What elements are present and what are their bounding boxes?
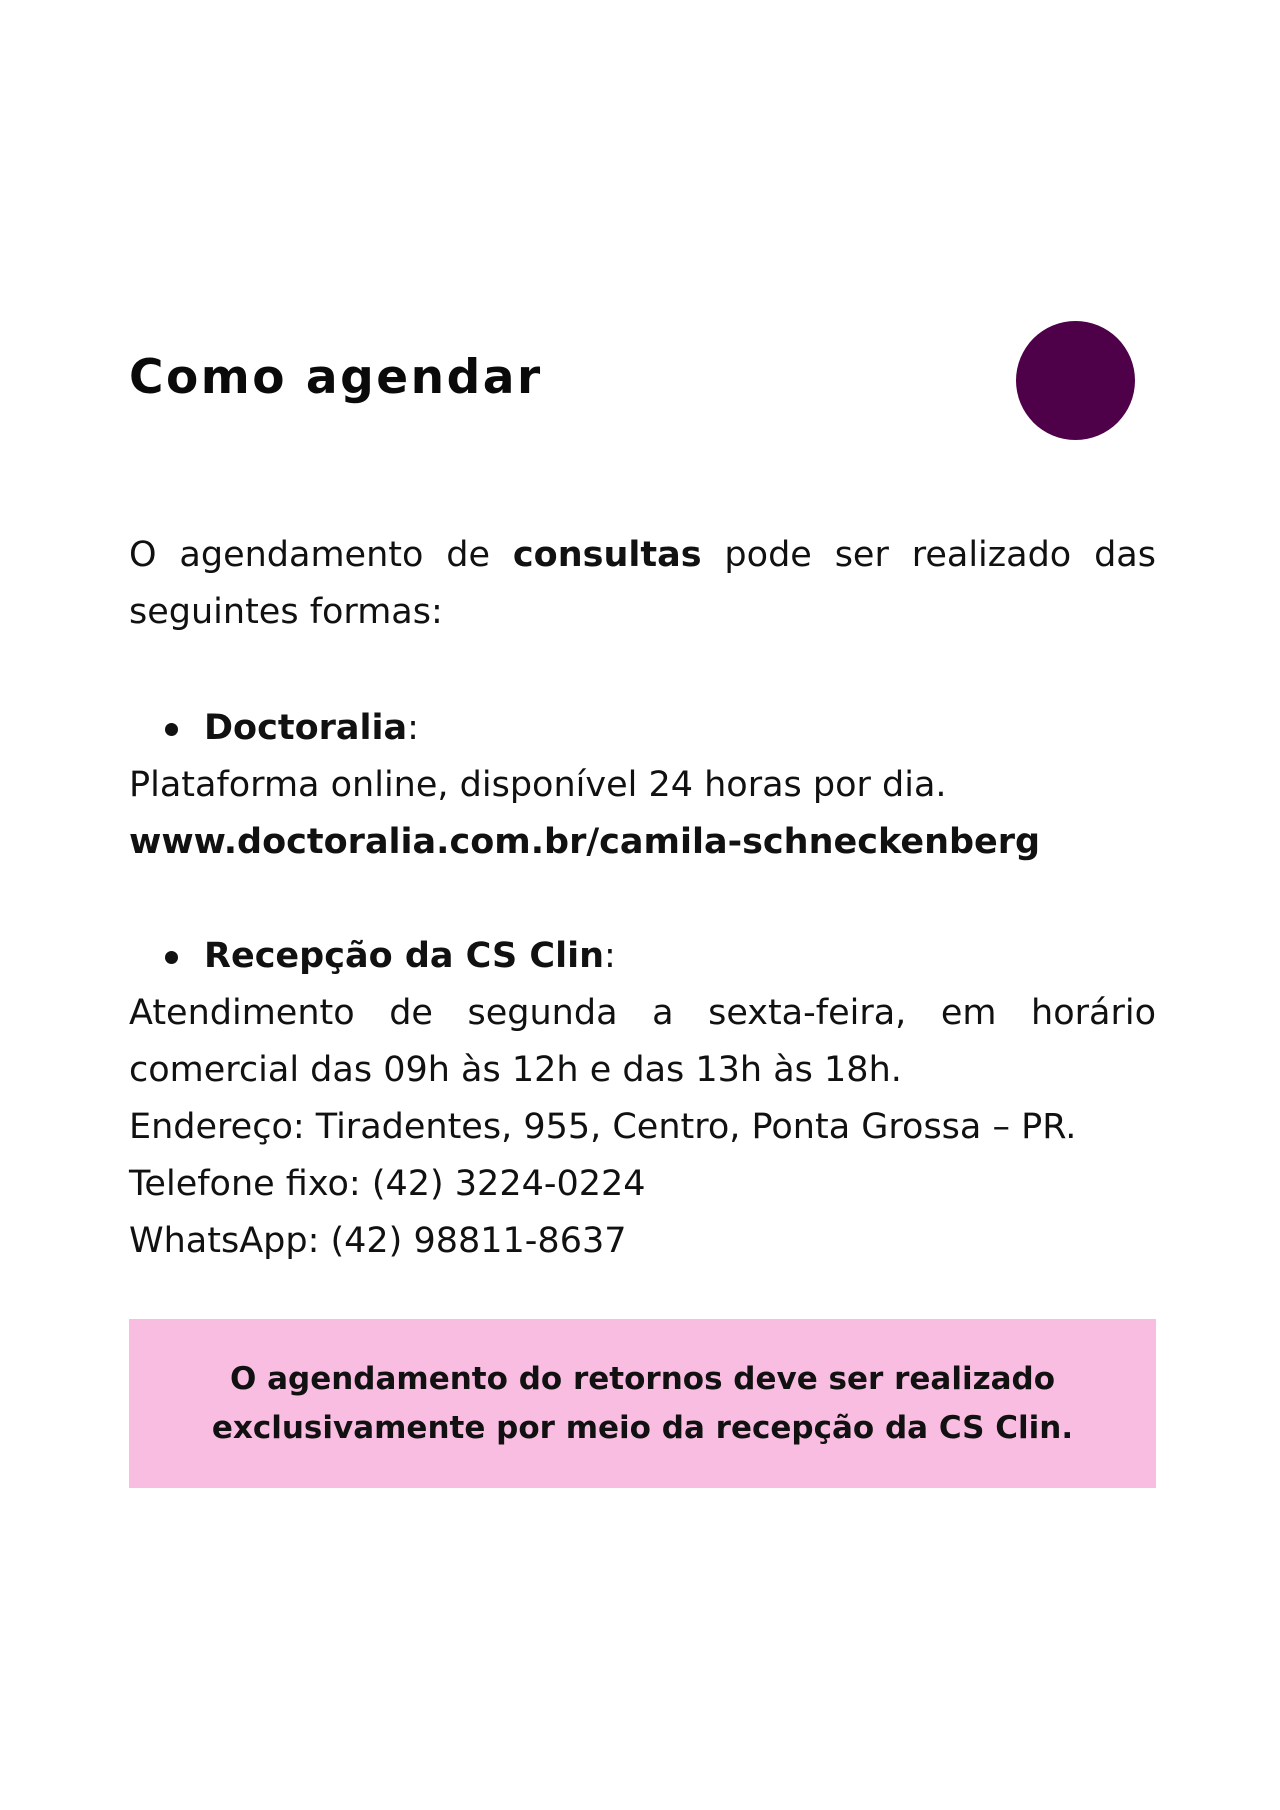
doctoralia-description: Plataforma online, disponível 24 horas por dia. — [129, 765, 947, 805]
notice-line-1: O agendamento do retornos deve ser realizado — [229, 1360, 1056, 1397]
intro-suffix: pode ser realizado das seguintes formas: — [129, 535, 1156, 632]
intro-bold: consultas — [512, 535, 702, 575]
intro-paragraph — [129, 527, 1156, 641]
recepcao-hours-line2: comercial das 09h às 12h e das 13h às 18h. — [129, 1050, 902, 1090]
notice-line-2: exclusivamente por meio da recepção da CS Clin. — [211, 1409, 1074, 1446]
option-label: Doctoralia — [204, 708, 408, 748]
recepcao-phone: Telefone fixo: (42) 3224-0224 — [129, 1164, 646, 1204]
doctoralia-link[interactable]: www.doctoralia.com.br/camila-schneckenberg — [129, 822, 1041, 862]
option-punct: : — [407, 708, 419, 748]
recepcao-hours-line1: Atendimento de segunda a sexta-feira, em horário — [129, 993, 1156, 1033]
option-punct: : — [604, 936, 616, 976]
recepcao-address: Endereço: Tiradentes, 955, Centro, Ponta Grossa – PR. — [129, 1107, 1077, 1147]
option-label: Recepção da CS Clin — [204, 936, 605, 976]
page-title: Como agendar — [129, 350, 543, 405]
bullet-icon — [165, 951, 178, 964]
bullet-icon — [165, 723, 178, 736]
option-doctoralia — [129, 700, 419, 757]
decorative-circle — [1016, 321, 1135, 440]
intro-prefix: O agendamento de — [129, 535, 513, 575]
recepcao-whatsapp: WhatsApp: (42) 98811-8637 — [129, 1221, 627, 1261]
option-recepcao — [129, 928, 616, 985]
notice-box — [129, 1319, 1156, 1488]
